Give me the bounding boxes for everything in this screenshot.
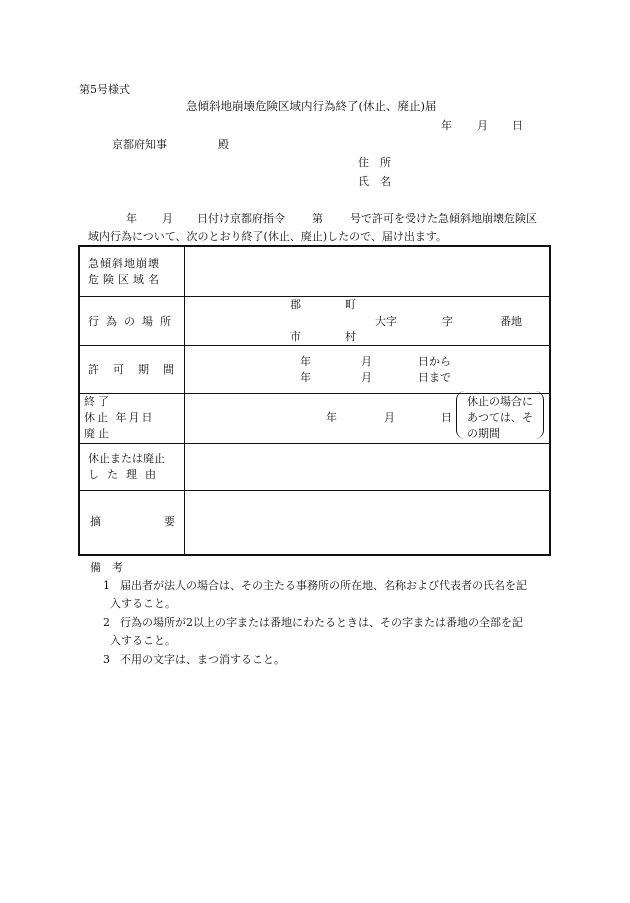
statement-year: 年 bbox=[126, 212, 137, 225]
name-label: 氏 名 bbox=[358, 175, 391, 188]
row-divider-1 bbox=[80, 296, 549, 297]
permit-end-day: 日まで bbox=[418, 371, 451, 384]
remark-3-line1: 不用の文字は、まつ消すること。 bbox=[120, 653, 285, 666]
remarks-heading: 備 考 bbox=[90, 561, 123, 574]
statement-line1-rest: 号で許可を受けた急傾斜地崩壊危険区 bbox=[350, 212, 537, 225]
remark-2-line1: 行為の場所が2以上の字または番地にわたるときは、その字または番地の全部を記 bbox=[120, 616, 523, 629]
location-gun: 郡 bbox=[290, 298, 301, 311]
remark-2-line2: 入すること。 bbox=[110, 634, 176, 647]
remark-1-line1: 届出者が法人の場合は、その主たる事務所の所在地、名称および代表者の氏名を記 bbox=[120, 579, 527, 592]
remark-3-number: 3 bbox=[103, 653, 110, 666]
page-title: 急傾斜地崩壊危険区域内行為終了(休止、廃止)届 bbox=[186, 99, 437, 113]
area-name-label-line1: 急傾斜地崩壊 bbox=[88, 257, 160, 270]
row-divider-2 bbox=[80, 345, 549, 346]
date-month-label: 月 bbox=[477, 119, 488, 132]
location-label: 行為の場所 bbox=[88, 315, 178, 328]
statement-number-prefix: 第 bbox=[312, 212, 323, 225]
permit-start-year: 年 bbox=[300, 355, 311, 368]
location-shi: 市 bbox=[290, 330, 301, 343]
permit-start-month: 月 bbox=[361, 355, 372, 368]
addressee-name: 京都府知事 bbox=[112, 138, 167, 151]
summary-label-left: 摘 bbox=[90, 515, 101, 528]
end-date-label-abolish: 廃止 bbox=[84, 427, 112, 440]
permit-start-day: 日から bbox=[418, 355, 451, 368]
date-day-label: 日 bbox=[512, 119, 523, 132]
end-date-year: 年 bbox=[326, 411, 337, 424]
reason-value-cell[interactable] bbox=[184, 443, 549, 488]
location-aza: 字 bbox=[442, 315, 453, 328]
date-year-label: 年 bbox=[441, 119, 452, 132]
addressee-honorific: 殿 bbox=[218, 138, 229, 151]
suspension-note-line2: あつては、そ bbox=[467, 411, 533, 424]
suspension-note-line3: の期間 bbox=[467, 427, 500, 440]
reason-label-line2: した理由 bbox=[88, 468, 164, 481]
summary-label-right: 要 bbox=[164, 515, 175, 528]
remark-1-number: 1 bbox=[103, 579, 110, 592]
location-machi: 町 bbox=[345, 298, 356, 311]
remark-1-line2: 入すること。 bbox=[110, 597, 176, 610]
permit-period-label: 許可期間 bbox=[88, 363, 188, 376]
remark-2-number: 2 bbox=[103, 616, 110, 629]
form-number: 第5号様式 bbox=[79, 83, 130, 96]
statement-line2: 域内行為について、次のとおり終了(休止、廃止)したので、届け出ます。 bbox=[88, 230, 448, 243]
area-name-value-cell[interactable] bbox=[184, 247, 549, 293]
area-name-label-line2: 危険区域名 bbox=[88, 273, 163, 286]
reason-label-line1: 休止または廃止 bbox=[88, 452, 165, 465]
location-mura: 村 bbox=[345, 330, 356, 343]
location-oaza: 大字 bbox=[375, 315, 397, 328]
permit-end-year: 年 bbox=[300, 371, 311, 384]
end-date-month: 月 bbox=[384, 411, 395, 424]
end-date-label-suspend: 休止 年月日 bbox=[84, 411, 155, 424]
location-banchi: 番地 bbox=[500, 315, 522, 328]
statement-dated: 日付け京都府指令 bbox=[197, 212, 285, 225]
address-label: 住 所 bbox=[358, 156, 391, 169]
end-date-label-end: 終了 bbox=[84, 395, 112, 408]
permit-end-month: 月 bbox=[361, 371, 372, 384]
end-date-day: 日 bbox=[441, 411, 452, 424]
statement-month: 月 bbox=[162, 212, 173, 225]
suspension-note-line1: 休止の場合に bbox=[467, 395, 533, 408]
summary-value-cell[interactable] bbox=[184, 490, 549, 554]
